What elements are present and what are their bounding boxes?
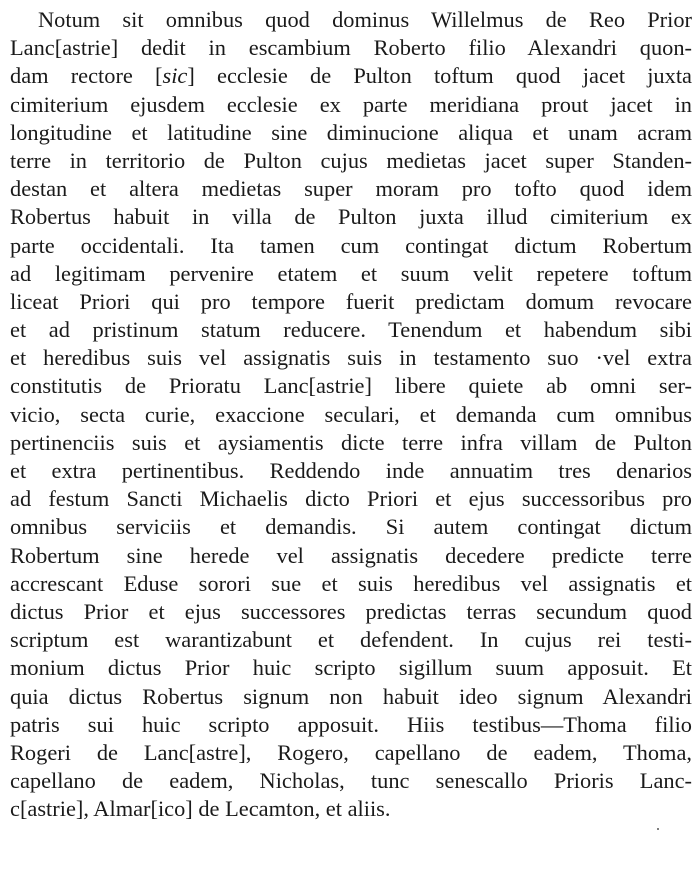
- charter-text: [10, 6, 692, 823]
- text-segment: pertinenciis suis et aysiamentis dicte terre infra villam de Pulton: [10, 429, 692, 455]
- text-line: [10, 626, 692, 654]
- text-segment: et ad pristinum statum reducere. Tenendum et habendum sibi: [10, 317, 692, 343]
- text-segment: cimiterium ejusdem ecclesie ex parte meridiana prout jacet in: [10, 91, 692, 117]
- text-segment: quia dictus Robertus signum non habuit ideo signum Alexandri: [10, 683, 692, 709]
- text-line: [10, 401, 692, 429]
- text-segment: constitutis de Prioratu Lanc[astrie] libere quiete ab omni ser-: [10, 373, 692, 399]
- text-segment: Robertum sine herede vel assignatis decedere predicte terre: [10, 542, 692, 568]
- text-line: [10, 62, 692, 90]
- text-segment: et extra pertinentibus. Reddendo inde annuatim tres denarios: [10, 458, 692, 483]
- text-segment: liceat Priori qui pro tempore fuerit predictam domum revocare: [10, 288, 692, 314]
- text-line: [10, 344, 692, 372]
- text-segment: longitudine et latitudine sine diminucione aliqua et unam acram: [10, 119, 692, 145]
- text-line: [10, 542, 692, 570]
- italic-editorial-mark: sic: [162, 63, 188, 89]
- text-line: [10, 570, 692, 598]
- text-line: [10, 683, 692, 711]
- text-segment: omnibus serviciis et demandis. Si autem contingat dictum: [10, 514, 692, 540]
- text-line: [10, 34, 692, 62]
- text-segment: monium dictus Prior huic scripto sigillum suum apposuit. Et: [10, 655, 692, 681]
- text-line: [10, 91, 692, 119]
- text-segment: scriptum est warantizabunt et defendent. In cujus rei testi-: [10, 627, 692, 653]
- text-segment: dam rectore [: [10, 63, 163, 89]
- text-line: [10, 372, 692, 400]
- text-line: [10, 316, 692, 344]
- text-line: [10, 795, 692, 823]
- text-line: [10, 147, 692, 175]
- text-line: [10, 767, 692, 795]
- text-line: [10, 260, 692, 288]
- text-line: [10, 119, 692, 147]
- text-line: [10, 6, 692, 34]
- text-line: [10, 288, 692, 316]
- text-segment: terre in territorio de Pulton cujus medietas jacet super Standen-: [10, 147, 692, 173]
- text-segment: ad festum Sancti Michaelis dicto Priori et ejus successoribus pro: [10, 486, 692, 512]
- text-line: [10, 232, 692, 260]
- text-segment: c[astrie], Almar[ico] de Lecamton, et aliis.: [10, 796, 391, 822]
- text-segment: et heredibus suis vel assignatis suis in testamento suo ·vel extra: [10, 345, 692, 371]
- text-segment: Robertus habuit in villa de Pulton juxta illud cimiterium ex: [10, 204, 692, 230]
- text-segment: patris sui huic scripto apposuit. Hiis testibus—Thoma filio: [10, 711, 692, 737]
- text-line: [10, 429, 692, 457]
- text-segment: Rogeri de Lanc[astre], Rogero, capellano de eadem, Thoma,: [10, 739, 692, 765]
- text-line: [10, 654, 692, 682]
- text-segment: destan et altera medietas super moram pro tofto quod idem: [10, 176, 692, 202]
- text-line: [10, 598, 692, 626]
- text-line: [10, 513, 692, 541]
- text-segment: vicio, secta curie, exaccione seculari, et demanda cum omnibus: [10, 401, 692, 427]
- text-segment: accrescant Eduse sorori sue et suis heredibus vel assignatis et: [10, 570, 692, 596]
- text-segment: parte occidentali. Ita tamen cum contingat dictum Robertum: [10, 232, 692, 258]
- text-segment: ] ecclesie de Pulton toftum quod jacet juxta: [187, 63, 692, 89]
- text-segment: dictus Prior et ejus successores predictas terras secundum quod: [10, 598, 692, 624]
- text-line: [10, 457, 692, 485]
- ink-speck: [657, 828, 659, 830]
- text-segment: capellano de eadem, Nicholas, tunc senescallo Prioris Lanc-: [10, 768, 692, 794]
- text-line: [10, 203, 692, 231]
- text-line: [10, 175, 692, 203]
- text-segment: Notum sit omnibus quod dominus Willelmus de Reo Prior: [38, 7, 692, 32]
- text-line: [10, 485, 692, 513]
- text-segment: Lanc[astrie] dedit in escambium Roberto filio Alexandri quon-: [10, 35, 692, 61]
- text-line: [10, 711, 692, 739]
- text-segment: ad legitimam pervenire etatem et suum velit repetere toftum: [10, 260, 692, 286]
- text-line: [10, 739, 692, 767]
